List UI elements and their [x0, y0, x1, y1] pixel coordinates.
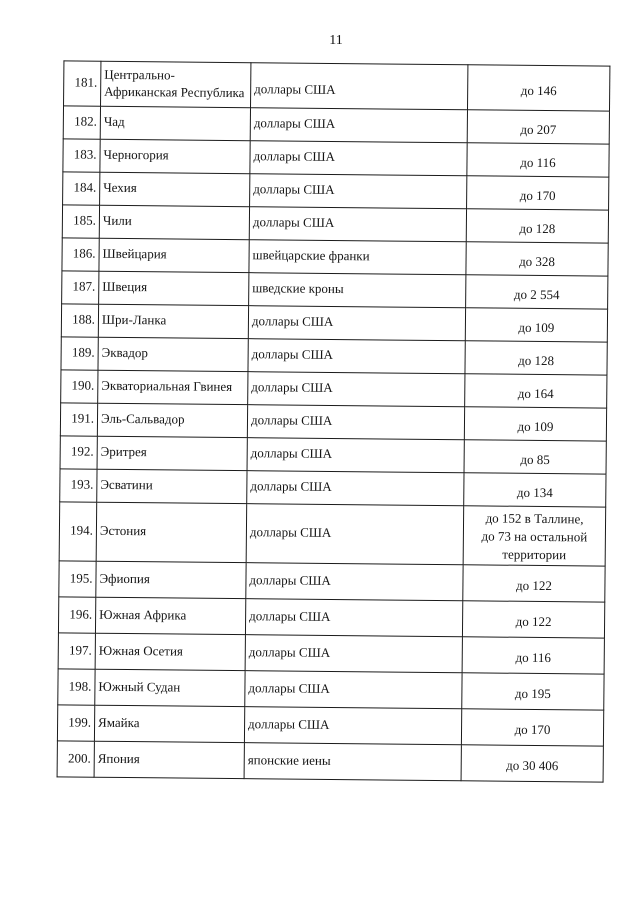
table-row [60, 403, 606, 441]
table-row [60, 469, 606, 507]
row-number: 195. [59, 561, 96, 597]
row-number: 182. [63, 106, 100, 139]
limit-value: до 109 [464, 407, 606, 441]
limit-value: до 128 [466, 209, 608, 243]
country-name: Эфиопия [96, 561, 246, 598]
table-row [59, 561, 605, 602]
row-number: 200. [57, 741, 94, 777]
page-number: 11 [329, 33, 343, 48]
currency-limits-table [57, 60, 611, 782]
table-row [58, 669, 604, 710]
country-name: Эритрея [97, 436, 247, 470]
country-name: Чили [99, 205, 249, 239]
currency-name: японские иены [244, 743, 461, 781]
currency-name: доллары США [245, 671, 462, 709]
limit-value: до 30 406 [461, 745, 603, 782]
currency-name: доллары США [246, 504, 464, 565]
limit-value: до 146 [467, 65, 609, 111]
limit-value: до 128 [465, 341, 607, 375]
currency-name: доллары США [247, 438, 464, 473]
limit-value: до 207 [467, 110, 609, 144]
table-row [58, 633, 604, 674]
limit-value: до 152 в Таллине, до 73 на остальной территории [463, 506, 606, 566]
currency-name: доллары США [245, 635, 462, 673]
currency-name: швейцарские франки [249, 240, 466, 275]
currency-name: доллары США [246, 563, 463, 601]
row-number: 185. [62, 205, 99, 238]
limit-value: до 170 [467, 176, 609, 210]
row-number: 194. [59, 502, 97, 561]
table-row [61, 370, 607, 408]
country-name: Экваториальная Гвинея [98, 370, 248, 404]
row-number: 197. [58, 633, 95, 669]
country-name: Южная Осетия [95, 633, 245, 670]
table-row [63, 172, 609, 210]
row-number: 190. [61, 370, 98, 403]
row-number: 198. [58, 669, 95, 705]
country-name: Эквадор [98, 337, 248, 371]
table-row [64, 61, 610, 111]
country-name: Южная Африка [95, 597, 245, 634]
country-name: Черногория [100, 139, 250, 173]
currency-name: доллары США [251, 63, 468, 110]
table-row [63, 106, 609, 144]
row-number: 193. [60, 469, 97, 502]
row-number: 183. [63, 139, 100, 172]
limit-value: до 122 [463, 565, 605, 602]
country-name: Южный Судан [95, 669, 245, 706]
limit-value: до 109 [465, 308, 607, 342]
limit-value: до 2 554 [466, 275, 608, 309]
currency-name: доллары США [248, 372, 465, 407]
currency-name: доллары США [250, 141, 467, 176]
country-name: Швейцария [99, 238, 249, 272]
country-name: Центрально- Африканская Республика [101, 61, 251, 107]
row-number: 186. [62, 238, 99, 271]
currency-name: доллары США [244, 707, 461, 745]
table-row [57, 741, 603, 782]
row-number: 188. [61, 304, 98, 337]
currency-name: доллары США [250, 174, 467, 209]
table-row [62, 205, 608, 243]
currency-name: доллары США [247, 471, 464, 506]
country-name: Швеция [99, 271, 249, 305]
table-row [62, 271, 608, 309]
limit-value: до 116 [462, 637, 604, 674]
row-number: 184. [63, 172, 100, 205]
table-row [59, 502, 606, 566]
country-name: Эстония [96, 502, 247, 562]
country-name: Эсватини [97, 469, 247, 503]
country-name: Ямайка [94, 705, 244, 742]
table-body [57, 61, 610, 782]
row-number: 187. [62, 271, 99, 304]
currency-name: доллары США [248, 306, 465, 341]
table-row [60, 436, 606, 474]
row-number: 199. [57, 705, 94, 741]
limit-value: до 85 [464, 440, 606, 474]
table-row [61, 337, 607, 375]
row-number: 189. [61, 337, 98, 370]
limit-value: до 164 [465, 374, 607, 408]
currency-name: доллары США [248, 339, 465, 374]
currency-name: доллары США [247, 405, 464, 440]
limit-value: до 122 [462, 601, 604, 638]
country-name: Шри-Ланка [98, 304, 248, 338]
currency-name: доллары США [250, 108, 467, 143]
limit-value: до 134 [464, 473, 606, 507]
row-number: 191. [60, 403, 97, 436]
currency-name: доллары США [249, 207, 466, 242]
limit-value: до 170 [461, 709, 603, 746]
table-row [62, 238, 608, 276]
currency-name: шведские кроны [249, 273, 466, 308]
table-row [63, 139, 609, 177]
country-name: Чад [100, 106, 250, 140]
country-name: Эль-Сальвадор [97, 403, 247, 437]
table-row [57, 705, 603, 746]
country-name: Чехия [100, 172, 250, 206]
row-number: 192. [60, 436, 97, 469]
country-name: Япония [94, 741, 244, 778]
table-row [61, 304, 607, 342]
limit-value: до 195 [462, 673, 604, 710]
currency-name: доллары США [245, 599, 462, 637]
limit-value: до 116 [467, 143, 609, 177]
table-row [58, 597, 604, 638]
limit-value: до 328 [466, 242, 608, 276]
row-number: 181. [64, 61, 101, 106]
row-number: 196. [58, 597, 95, 633]
